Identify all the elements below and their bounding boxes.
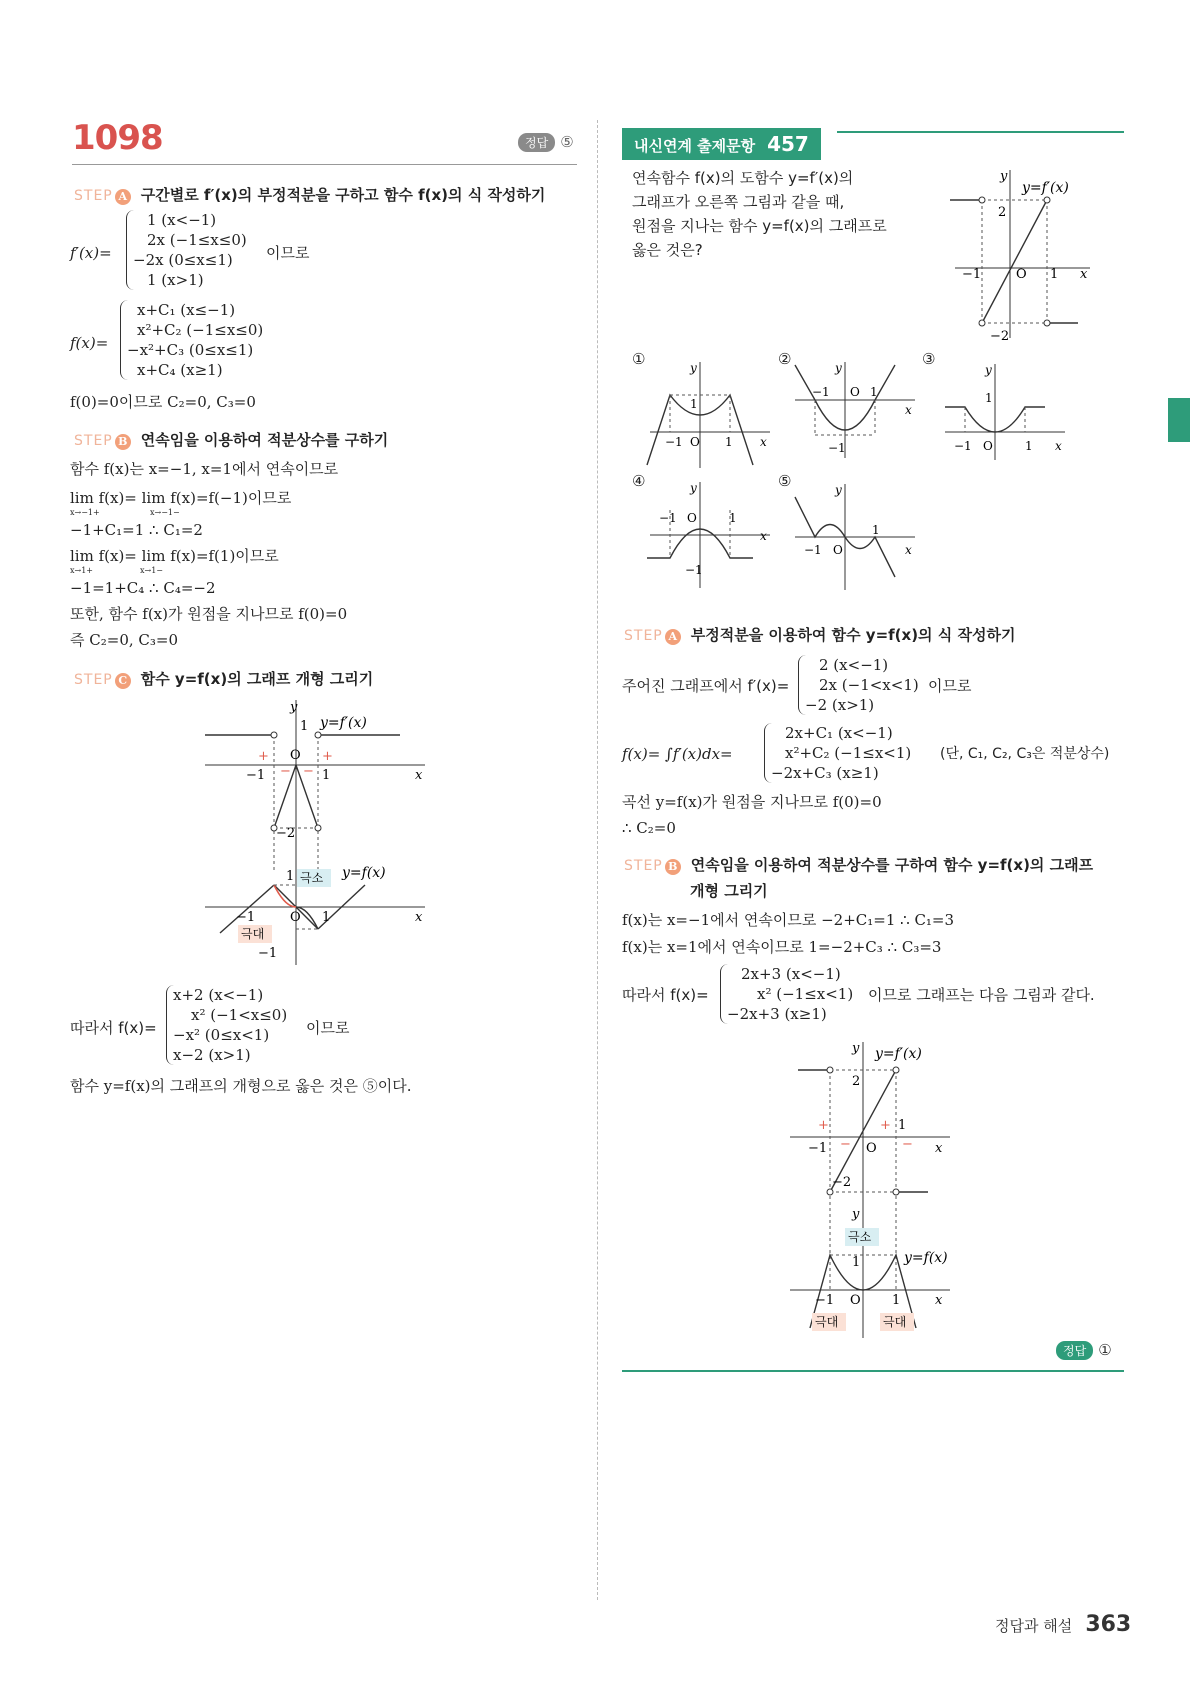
minus-sign: − (840, 1137, 851, 1152)
tick: 1 (872, 523, 880, 537)
step-label: STEP (74, 433, 113, 449)
y-label: y (985, 363, 992, 377)
question-line: 연속함수 f(x)의 도함수 y=f′(x)의 (632, 169, 854, 187)
case: 1 (x<−1) (147, 211, 217, 229)
f-cases (120, 300, 263, 380)
tick-m2: −2 (990, 329, 1010, 343)
stepb-line-7: 즉 C₂=0, C₃=0 (70, 631, 178, 649)
header-number: 457 (767, 132, 809, 156)
case: −2 (x>1) (805, 696, 875, 714)
choice-2-label[interactable]: ② (778, 350, 792, 368)
stepb-line-1: 함수 f(x)는 x=−1, x=1에서 연속이므로 (70, 460, 339, 478)
tick-1-f: 1 (286, 869, 295, 884)
case: 2x+C₁ (x<−1) (785, 724, 893, 742)
choice-4-label[interactable]: ④ (632, 472, 646, 490)
tick: 1 (729, 511, 737, 525)
tick-m1: −1 (962, 267, 982, 282)
tick-m1: −1 (246, 768, 266, 783)
step-badge: B (665, 859, 681, 875)
right-line-a2: ∴ C₂=0 (622, 819, 676, 837)
step-label: STEP (74, 672, 113, 688)
tick: −1 (828, 441, 846, 455)
limit-sub-3: x→1+ (70, 566, 94, 575)
step-b-heading (74, 429, 388, 450)
minus-sign: − (280, 764, 291, 779)
x-label: x (760, 435, 767, 449)
origin: O (690, 435, 700, 449)
header-rule (837, 131, 1124, 133)
choice-5-graph[interactable] (790, 482, 920, 592)
final-suffix: 이므로 (306, 1019, 350, 1037)
final-cases (166, 985, 287, 1065)
choice-3-label[interactable]: ③ (922, 350, 936, 368)
tick-1: 1 (300, 719, 309, 734)
step-label: STEP (624, 858, 663, 874)
case: x+C₁ (x≤−1) (137, 301, 236, 319)
step-c-heading (74, 668, 373, 689)
limit-sub-1: x→−1+ (70, 508, 100, 517)
plus-sign: + (322, 749, 333, 764)
x-label: x (1055, 439, 1062, 453)
tick-m2: −2 (276, 826, 296, 841)
step-label: STEP (624, 628, 663, 644)
choice-3-graph[interactable] (940, 362, 1070, 462)
tick-m1: −1 (808, 1141, 828, 1156)
y-label-2: y (852, 1207, 860, 1222)
choice-5-label[interactable]: ⑤ (778, 472, 792, 490)
step-title: 연속임을 이용하여 적분상수를 구하기 (140, 431, 389, 449)
step-badge: C (115, 673, 131, 689)
plus-sign: + (258, 749, 269, 764)
case: x−2 (x>1) (173, 1046, 251, 1064)
question-line: 그래프가 오른쪽 그림과 같을 때, (632, 193, 845, 211)
x-label-f: x (935, 1293, 943, 1308)
tick-p1-f: 1 (892, 1293, 901, 1308)
right-step-b-title2: 개형 그리기 (690, 882, 768, 900)
x-label: x (1080, 267, 1088, 282)
case: 2x (−1≤x≤0) (147, 231, 247, 249)
case: x²+C₂ (−1≤x<1) (785, 744, 912, 762)
fprime-lhs: f′(x)= (70, 244, 112, 262)
tick: −1 (804, 543, 822, 557)
origin: O (687, 511, 697, 525)
open-point (893, 1189, 899, 1195)
choice-1-graph[interactable] (645, 360, 775, 470)
answer-tag (518, 132, 574, 152)
tick-p1-f: 1 (322, 910, 331, 925)
question-line: 옳은 것은? (632, 241, 703, 259)
tick-2: 2 (852, 1074, 861, 1089)
case: −2x (0≤x≤1) (133, 251, 233, 269)
y-label: y (690, 361, 697, 375)
tick-m1-f: −1 (815, 1293, 835, 1308)
right-line-b2: f(x)는 x=1에서 연속이므로 1=−2+C₃ ∴ C₃=3 (622, 938, 942, 956)
right-final-prefix: 따라서 f(x)= (622, 986, 709, 1004)
tick: −1 (659, 511, 677, 525)
question (632, 166, 887, 262)
open-point (271, 732, 277, 738)
f-lhs: f(x)= (70, 334, 109, 352)
fprime-suffix: 이므로 (266, 244, 310, 262)
case: 1 (x>1) (147, 271, 204, 289)
footer (995, 1612, 1131, 1637)
seg (982, 200, 1047, 323)
tick: −1 (665, 435, 683, 449)
origin: O (1016, 267, 1027, 282)
tick: −1 (685, 563, 703, 577)
origin: O (983, 439, 993, 453)
step-badge: A (665, 629, 681, 645)
open-point (1044, 197, 1050, 203)
open-point (979, 197, 985, 203)
max-tag: 극대 (883, 1315, 907, 1329)
case: −x²+C₃ (0≤x≤1) (127, 341, 254, 359)
integral-cases (764, 723, 911, 783)
x-label: x (760, 529, 767, 543)
right-answer-graph (790, 1040, 950, 1340)
side-tab (1168, 398, 1190, 442)
y-label: y (835, 361, 842, 375)
right-answer-tag (1056, 1340, 1112, 1360)
choice-4-graph[interactable] (645, 480, 775, 590)
open-point (315, 825, 321, 831)
header-box (622, 128, 821, 160)
case: x² (−1<x≤0) (191, 1006, 288, 1024)
y-label: y (690, 481, 697, 495)
case: −x² (0≤x<1) (173, 1026, 270, 1044)
case: x+C₄ (x≥1) (137, 361, 223, 379)
y-label: y (290, 700, 298, 715)
case: x²+C₂ (−1≤x≤0) (137, 321, 264, 339)
x-label: x (415, 768, 423, 783)
step-badge: B (115, 434, 131, 450)
step-a-heading (74, 184, 545, 205)
case: x² (−1≤x<1) (757, 985, 854, 1003)
tick-m1-f: −1 (236, 910, 256, 925)
final-prefix: 따라서 f(x)= (70, 1019, 157, 1037)
question-line: 원점을 지나는 함수 y=f(x)의 그래프로 (632, 217, 887, 235)
origin-f: O (290, 910, 301, 925)
integral-suffix: (단, C₁, C₂, C₃은 적분상수) (940, 746, 1110, 762)
limit-sub-4: x→1− (140, 566, 164, 575)
x-label: x (905, 403, 912, 417)
y-label: y (852, 1041, 860, 1056)
step-title: 구간별로 f′(x)의 부정적분을 구하고 함수 f(x)의 식 작성하기 (140, 186, 546, 204)
right-step-b-heading (624, 854, 1093, 875)
tick: 1 (725, 435, 733, 449)
minus-sign: − (902, 1137, 913, 1152)
answer-value: ① (1098, 1341, 1112, 1359)
origin: O (866, 1141, 877, 1156)
right-final-cases (720, 964, 853, 1024)
f-label: y=f(x) (342, 865, 386, 881)
minus-sign: − (303, 764, 314, 779)
f-label: y=f(x) (904, 1250, 948, 1266)
tick: −1 (812, 385, 830, 399)
answer-value: ⑤ (560, 133, 574, 151)
answer-badge: 정답 (1056, 1341, 1093, 1360)
question-graph (950, 168, 1100, 343)
plus-sign: + (880, 1118, 891, 1133)
open-point (827, 1067, 833, 1073)
f0-line: f(0)=0이므로 C₂=0, C₃=0 (70, 393, 256, 411)
tick: 1 (985, 391, 993, 405)
left-graph (200, 695, 430, 970)
min-tag: 극소 (848, 1230, 872, 1244)
tick: 1 (690, 397, 698, 411)
x-label: x (935, 1141, 943, 1156)
given-cases (798, 655, 919, 715)
related-header (622, 128, 1124, 158)
page-number: 363 (1085, 1612, 1132, 1637)
choice-2-graph[interactable] (790, 360, 920, 460)
max-tag: 극대 (815, 1315, 839, 1329)
stepb-line-4: lim f(x)= lim f(x)=f(1)이므로 (70, 547, 279, 565)
y-label: y (1000, 169, 1008, 184)
tick: 1 (1025, 439, 1033, 453)
integral-prefix: f(x)= ∫f′(x)dx= (622, 745, 733, 763)
origin: O (833, 543, 843, 557)
problem-number: 1098 (72, 118, 163, 158)
step-badge: A (115, 189, 131, 205)
origin-f: O (850, 1293, 861, 1308)
plus-sign: + (818, 1118, 829, 1133)
tick-1: 1 (1050, 267, 1059, 282)
fprime-cases (126, 210, 247, 290)
tick: −1 (954, 439, 972, 453)
case: 2x (−1<x<1) (819, 676, 919, 694)
x-label: x (905, 543, 912, 557)
fprime-label: y=f′(x) (875, 1046, 922, 1062)
step-title: 부정적분을 이용하여 함수 y=f(x)의 식 작성하기 (690, 626, 1016, 644)
stepb-line-6: 또한, 함수 f(x)가 원점을 지나므로 f(0)=0 (70, 605, 348, 623)
fprime-label: y=f′(x) (1022, 180, 1069, 196)
conclusion: 함수 y=f(x)의 그래프의 개형으로 옳은 것은 ⑤이다. (70, 1077, 412, 1095)
title-rule (72, 164, 577, 165)
footer-text: 정답과 해설 (995, 1617, 1073, 1635)
step-label: STEP (74, 188, 113, 204)
right-bottom-rule (622, 1370, 1124, 1372)
origin: O (850, 385, 860, 399)
tick: 1 (870, 385, 878, 399)
tick-m1-y: −1 (258, 946, 278, 961)
given-prefix: 주어진 그래프에서 f′(x)= (622, 677, 790, 695)
header-title: 내신연계 출제문항 (634, 137, 756, 155)
stepb-line-2: lim f(x)= lim f(x)=f(−1)이므로 (70, 489, 292, 507)
right-final-suffix: 이므로 그래프는 다음 그림과 같다. (868, 986, 1095, 1004)
case: −2x+C₃ (x≥1) (771, 764, 879, 782)
tick-1-f: 1 (852, 1255, 861, 1270)
open-point (979, 320, 985, 326)
stepb-line-3: −1+C₁=1 ∴ C₁=2 (70, 521, 203, 539)
tick-p1: 1 (322, 768, 331, 783)
tick-2: 2 (998, 205, 1007, 220)
tick-1: 1 (898, 1118, 907, 1133)
open-point (315, 732, 321, 738)
choice-1-label[interactable]: ① (632, 350, 646, 368)
limit-sub-2: x→−1− (150, 508, 180, 517)
right-step-a-heading (624, 624, 1015, 645)
fprime-label: y=f′(x) (320, 715, 367, 731)
max-tag: 극대 (241, 927, 265, 941)
tick-m2: −2 (832, 1175, 852, 1190)
origin: O (290, 748, 301, 763)
open-point (893, 1067, 899, 1073)
stepb-line-5: −1=1+C₄ ∴ C₄=−2 (70, 579, 216, 597)
right-line-b1: f(x)는 x=−1에서 연속이므로 −2+C₁=1 ∴ C₁=3 (622, 911, 955, 929)
right-line-a1: 곡선 y=f(x)가 원점을 지나므로 f(0)=0 (622, 793, 882, 811)
case: x+2 (x<−1) (173, 986, 264, 1004)
step-title: 연속임을 이용하여 적분상수를 구하여 함수 y=f(x)의 그래프 (690, 856, 1094, 874)
case: 2 (x<−1) (819, 656, 889, 674)
given-suffix: 이므로 (928, 677, 972, 695)
min-tag: 극소 (300, 871, 324, 885)
open-point (1044, 320, 1050, 326)
case: −2x+3 (x≥1) (727, 1005, 827, 1023)
case: 2x+3 (x<−1) (741, 965, 841, 983)
step-title: 함수 y=f(x)의 그래프 개형 그리기 (140, 670, 374, 688)
y-label: y (835, 483, 842, 497)
x-label-f: x (415, 910, 423, 925)
answer-badge: 정답 (518, 133, 555, 152)
column-divider (597, 120, 598, 1600)
